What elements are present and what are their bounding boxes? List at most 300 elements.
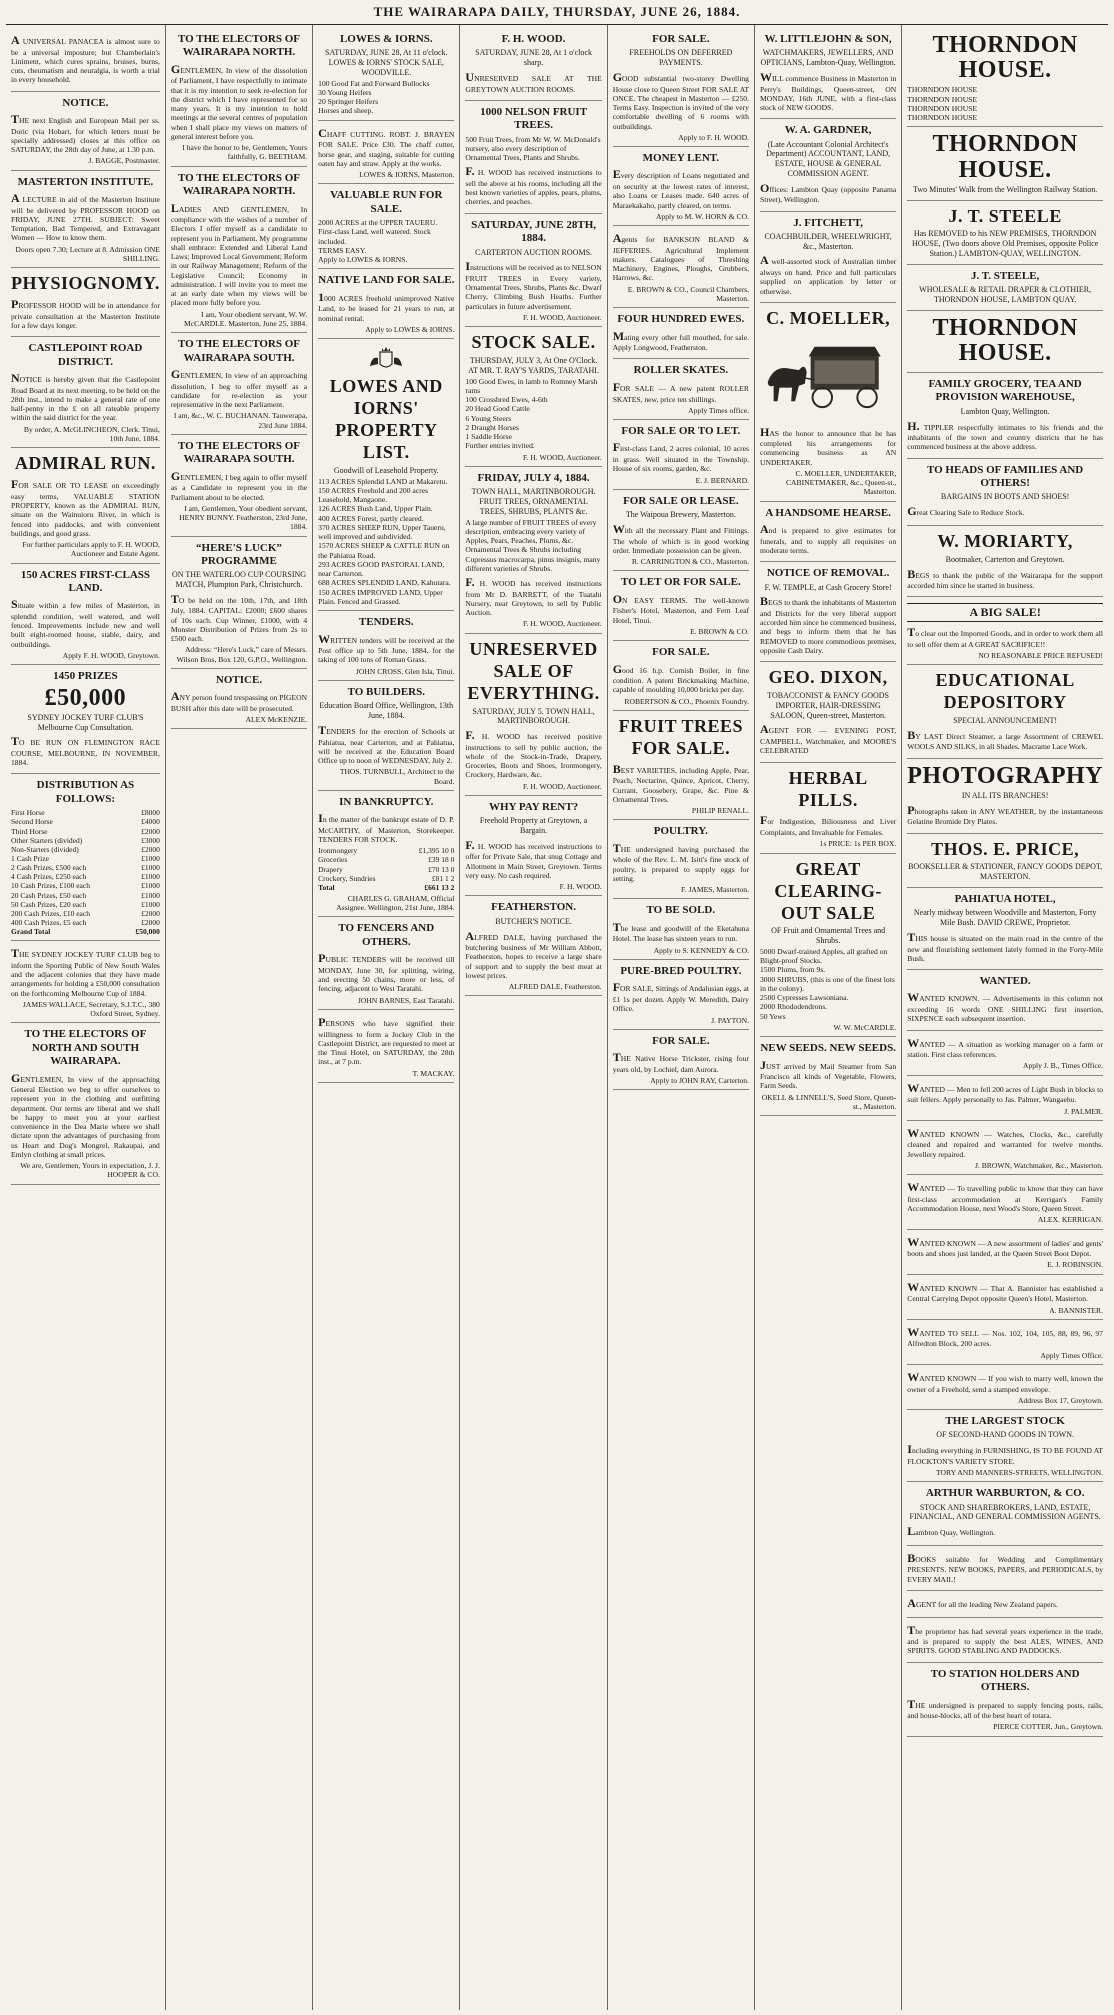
ad-subheading: (Late Accountant Colonial Architect's Department) ACCOUNTANT, LAND, ESTATE, HOUSE & GENERAL COMMISSION AGENT. bbox=[766, 139, 891, 178]
advertisement bbox=[11, 665, 160, 774]
masthead bbox=[6, 0, 1108, 25]
ad-line: 150 ACRES IMPROVED LAND, Upper Plain. Fenced and Grassed. bbox=[318, 587, 443, 606]
ad-text: THE next English and European Mail per ss. Doric (via Hobart, for which letters must be specially addressed) closes at this office on SATURDAY, the 28th day of June, at 1.30 p.m. bbox=[11, 112, 160, 155]
ad-signature: C. MOELLER, UNDERTAKER, CABINETMAKER, &c., Queen-st., Masterton. bbox=[785, 468, 897, 497]
ad-heading: J. FITCHETT, bbox=[793, 216, 864, 229]
row-label: 20 Cash Prizes, £50 each bbox=[11, 890, 87, 900]
row-label: Groceries bbox=[318, 855, 348, 865]
advertisement bbox=[613, 359, 749, 420]
ad-heading: PAHIATUA HOTEL, bbox=[954, 892, 1056, 905]
ad-line: 1500 Plums, from 9s. bbox=[759, 965, 826, 975]
ad-list-row bbox=[11, 872, 160, 881]
advertisement bbox=[11, 774, 160, 941]
ad-subheading: CARTERTON AUCTION ROOMS. bbox=[475, 247, 593, 257]
advertisement bbox=[11, 448, 160, 563]
ad-list-row bbox=[11, 836, 160, 845]
advertisement bbox=[613, 899, 749, 960]
advertisement bbox=[907, 1663, 1103, 1737]
ad-subheading: BUTCHER'S NOTICE. bbox=[495, 916, 572, 926]
ad-heading: TO THE ELECTORS OF NORTH AND SOUTH WAIRARAPA. bbox=[24, 1028, 147, 1068]
ad-text: And is prepared to give estimates for funerals, and to supply all requisites on moderate terms. bbox=[759, 522, 897, 555]
advertisement bbox=[171, 669, 307, 730]
ad-heading: “HERE'S LUCK” PROGRAMME bbox=[196, 541, 282, 567]
ad-text: ON EASY TERMS. The well-known Fisher's Hotel, Masterton, and Fern Leaf Hotel, Tinui. bbox=[612, 591, 749, 625]
row-amount: £3000 bbox=[141, 835, 160, 845]
advertisement bbox=[907, 1175, 1103, 1229]
advertisement bbox=[613, 226, 749, 308]
row-amount: £81 1 2 bbox=[431, 873, 455, 883]
advertisement bbox=[613, 711, 749, 821]
ad-text: WRITTEN tenders will be received at the Post office up to 5th June, 1884, for the taking of 100 tons of Roman Grass. bbox=[318, 631, 455, 665]
ad-text: THE undersigned having purchased the whole of the Rev. L. M. Isitt's fine stock of poultry, is prepared to supply eggs for setting. bbox=[612, 840, 749, 883]
ad-heading: A HANDSOME HEARSE. bbox=[765, 506, 891, 519]
ad-prefix: 1450 PRIZES bbox=[53, 670, 118, 683]
ad-subheading: Has REMOVED to his NEW PREMISES, THORNDON HOUSE, (Two doors above Old Premises, opposite Police Station.) LAMBTON-QUAY, WELLINGTON. bbox=[911, 229, 1099, 258]
advertisement bbox=[613, 308, 749, 359]
ad-text: WILL commence Business in Masterton in Perry's Buildings, Queen-street, ON MONDAY, 16th JUNE, with a first-class stock of NEW GOODS. bbox=[759, 69, 897, 113]
ad-heading: THORNDON HOUSE. bbox=[932, 32, 1078, 84]
row-label: Ironmongery bbox=[318, 846, 358, 856]
ad-heading: PHYSIOGNOMY. bbox=[11, 273, 160, 294]
ad-text: Instructions will be received as to NELSON FRUIT TREES in Every variety, Ornamental Trees, Shrubs, Plants &c. Dwarf Cherry, Climbing Bush Heaths. Further particulars in future advertisement. bbox=[465, 259, 602, 311]
row-label: Second Horse bbox=[11, 817, 53, 827]
advertisement bbox=[11, 171, 160, 269]
ad-subheading: Education Board Office, Wellington, 13th June, 1884. bbox=[319, 701, 454, 721]
ad-text: WANTED KNOWN — A new assortment of ladies' and gents' boots and shoes just landed, at the Queen Street Boot Depot. bbox=[907, 1234, 1103, 1259]
ad-signature: Address Box 17, Greytown. bbox=[1018, 1395, 1103, 1405]
ad-text: A UNIVERSAL PANACEA is almost sure to be a universal imposture; but Chamberlain's Liniment, which cures sprains, bruises, burns, cuts, rheumatism and neuralgia, is worth a trial in every household. bbox=[11, 33, 160, 85]
advertisement bbox=[907, 1031, 1103, 1076]
ad-heading: NOTICE. bbox=[62, 96, 109, 109]
ad-line: THORNDON HOUSE bbox=[907, 85, 978, 95]
ad-line: Apply to LOWES & IORNS. bbox=[318, 255, 408, 265]
row-amount: £1000 bbox=[141, 853, 160, 863]
ad-heading: TO HEADS OF FAMILIES AND OTHERS! bbox=[926, 463, 1084, 490]
advertisement bbox=[465, 28, 601, 101]
ad-text: ALFRED DALE, having purchased the butchering business of Mr William Abbott, Featherston, hopes to receive a large share of support and to supply the best meat at lowest prices. bbox=[465, 928, 602, 980]
advertisement bbox=[171, 537, 307, 669]
row-label: First Horse bbox=[11, 808, 45, 818]
ad-heading: MASTERTON INSTITUTE. bbox=[17, 175, 154, 188]
hearse-engraving bbox=[760, 336, 896, 416]
ad-signature: PIERCE COTTER, Jun., Greytown. bbox=[993, 1722, 1103, 1732]
advertisement bbox=[760, 28, 896, 119]
ad-text: ANY person found trespassing on PIGEON BUSH after this date will be prosecuted. bbox=[170, 689, 308, 713]
ad-text: TO be held on the 10th, 17th, and 18th July, 1884. CAPITAL: £2000; £600 shares of 10s each. Cup Winner, £1000, with 4 Monster Distribution of Prizes from 2s to £500 each. bbox=[170, 591, 308, 644]
ad-subheading: COACHBUILDER, WHEELWRIGHT, &c., Masterton. bbox=[764, 231, 892, 251]
ad-heading: TO STATION HOLDERS AND OTHERS. bbox=[930, 1667, 1080, 1694]
advertisement bbox=[11, 28, 160, 92]
ad-text: WANTED KNOWN — Watches, Clocks, &c., carefully cleaned and repaired and warranted for twelve months. Jewellery repaired. bbox=[907, 1125, 1103, 1159]
ad-heading: 150 ACRES FIRST-CLASS LAND. bbox=[20, 568, 151, 594]
ad-heading: NOTICE. bbox=[215, 673, 263, 686]
ad-line: 30 Young Heifers bbox=[318, 87, 372, 97]
row-label: Drapery bbox=[318, 864, 343, 874]
ad-text: A LECTURE in aid of the Masterton Institute will be delivered by PROFESSOR HOOD on FRIDAY, JUNE 27TH. SUBJECT: Sweet Temptation, Bad Tempered, and Extravagant Women — How to know them. bbox=[11, 191, 160, 243]
advertisement bbox=[171, 28, 307, 167]
ad-heading: TO THE ELECTORS OF WAIRARAPA SOUTH. bbox=[178, 338, 300, 364]
ad-heading: £50,000 bbox=[44, 684, 127, 711]
ad-signature: E. BROWN & CO., Council Chambers, Masterton. bbox=[627, 284, 749, 303]
ad-heading: FOR SALE. bbox=[652, 33, 710, 45]
total-amount: £50,000 bbox=[135, 927, 160, 937]
ad-line: 150 ACRES Freehold and 200 acres Leasehold, Mangaone. bbox=[318, 485, 429, 505]
ad-list-row bbox=[11, 808, 160, 817]
ad-list-row bbox=[11, 881, 160, 890]
ad-text: LADIES AND GENTLEMEN, In compliance with the wishes of a number of Electors I offer myself as a candidate to represent you in Parliament. My programme shall embrace: Extended and Liberal Land Laws; Improved Local Government; Reform in our Railway Management; Reform of the Legislative Council; Economy in administration. I will invite you to meet me at an early date when my views will be placed more fully before you. bbox=[170, 200, 308, 308]
advertisement bbox=[318, 184, 454, 269]
ad-text: NOTICE is hereby given that the Castlepoint Road Board at its next meeting, to be held on the 28th inst., intend to make a general rate of one half-penny in the £ on all rateable property within the said district for the year. bbox=[11, 371, 160, 423]
row-label: Crockery, Sundries bbox=[318, 873, 376, 883]
ad-text: FOR SALE — A new patent ROLLER SKATES, new, price ten shillings. bbox=[612, 379, 749, 404]
ad-text: Offices: Lambton Quay (opposite Panama Street), Wellington. bbox=[759, 180, 897, 205]
advertisement bbox=[613, 147, 749, 226]
ad-text: Photographs taken in ANY WEATHER, by the instantaneous Gelatine Bromide Dry Plates. bbox=[907, 802, 1103, 827]
ad-heading: FOUR HUNDRED EWES. bbox=[617, 313, 745, 326]
ad-signature: ALEX McKENZIE. bbox=[245, 715, 308, 725]
advertisement bbox=[613, 820, 749, 899]
advertisement bbox=[760, 119, 896, 211]
ad-list-row bbox=[318, 846, 454, 855]
ad-signature: F. H. WOOD, Auctioneer. bbox=[522, 312, 602, 322]
ad-text: Mating every other full mouthed, for sale. Apply Longwood, Featherston. bbox=[612, 328, 749, 353]
advertisement bbox=[465, 896, 601, 996]
ad-heading: W. MORIARTY, bbox=[937, 530, 1073, 551]
ad-lines bbox=[760, 947, 896, 1021]
ad-heading: FRIDAY, JULY 4, 1884. bbox=[477, 471, 590, 484]
ad-text: TO BE RUN ON FLEMINGTON RACE COURSE, MELBOURNE, IN NOVEMBER, 1884. bbox=[11, 734, 160, 768]
advertisement bbox=[907, 834, 1103, 888]
ad-text: F. H. WOOD has received positive instructions to sell by public auction, the whole of the Stock-in-Trade, Drapery, Groceries, Boots and Shoes, Ironmongery, Crockery, Hardware, &c. bbox=[465, 728, 602, 780]
ad-text: Lambton Quay, Wellington. bbox=[907, 1524, 996, 1539]
ad-line: 293 ACRES GOOD PASTORAL LAND, near Carterton. bbox=[318, 559, 445, 579]
ad-line: 400 ACRES Forest, partly cleared. bbox=[318, 513, 424, 523]
ad-signature: Doors open 7.30; Lecture at 8. Admission ONE SHILLING. bbox=[15, 244, 160, 263]
advertisement bbox=[907, 1618, 1103, 1663]
advertisement bbox=[465, 634, 601, 796]
page-columns bbox=[6, 25, 1108, 2010]
ad-text: Including everything in FURNISHING, IS TO BE FOUND AT FLOCKTON'S VARIETY STORE. bbox=[907, 1442, 1103, 1466]
advertisement bbox=[613, 28, 749, 147]
ad-line: 1 Saddle Horse bbox=[465, 432, 512, 442]
ad-signature: 1s PRICE: 1s PER BOX. bbox=[819, 839, 897, 849]
ad-heading: FOR SALE OR TO LET. bbox=[621, 425, 741, 437]
ad-lines bbox=[318, 79, 454, 116]
ad-heading: SATURDAY, JUNE 28TH, 1884. bbox=[471, 218, 597, 245]
advertisement bbox=[760, 662, 896, 762]
ad-heading: NOTICE OF REMOVAL. bbox=[766, 567, 890, 580]
ad-signature: Apply to JOHN RAY, Carterton. bbox=[650, 1076, 749, 1086]
row-label: 1 Cash Prize bbox=[11, 853, 49, 863]
column-5 bbox=[608, 25, 755, 2010]
row-amount: £1,395 10 0 bbox=[418, 846, 455, 856]
ad-total-row bbox=[318, 883, 454, 892]
ad-lines bbox=[465, 135, 601, 163]
advertisement bbox=[760, 763, 896, 854]
ad-signature: I am, &c., W. C. BUCHANAN. Tauwerapa, 23rd June 1884. bbox=[173, 411, 308, 430]
ad-subheading: SATURDAY, JULY 5. TOWN HALL, MARTINBOROUGH. bbox=[472, 706, 595, 726]
row-amount: £39 18 0 bbox=[428, 855, 455, 865]
ad-heading: PURE-BRED POULTRY. bbox=[620, 964, 742, 977]
ad-signature: NO REASONABLE PRICE REFUSED! bbox=[978, 650, 1103, 660]
ad-heading: GREAT CLEARING-OUT SALE bbox=[774, 858, 882, 923]
ad-subheading: STOCK AND SHAREBROKERS, LAND, ESTATE, FINANCIAL, AND GENERAL COMMISSION AGENTS. bbox=[909, 1502, 1101, 1522]
ad-heading: TO LET OR FOR SALE. bbox=[620, 576, 741, 589]
ad-text: FOR SALE, Sittings of Andalusian eggs, at £1 1s per dozen. Apply W. Meredith, Dairy Office. bbox=[612, 980, 749, 1014]
ad-signature: Address: “Here's Luck,” care of Messrs. Wilson Bros, Box 120, G.P.O., Wellington. bbox=[176, 645, 308, 664]
ad-heading: ARTHUR WARBURTON, & CO. bbox=[925, 1487, 1085, 1500]
ad-signature: ROBERTSON & CO., Phoenix Foundry. bbox=[624, 696, 749, 706]
ad-text: Agents for BANKSON BLAND & JEFFERIES. Agricultural Implement makers. Catalogues of Threshing Machinery, Engines, Ploughs, Grubbers, Harrows, &c. bbox=[612, 231, 749, 283]
row-amount: £70 13 0 bbox=[428, 864, 455, 874]
advertisement bbox=[760, 1037, 896, 1116]
advertisement bbox=[465, 467, 601, 634]
ad-heading: TO BUILDERS. bbox=[347, 685, 425, 698]
advertisement bbox=[907, 759, 1103, 834]
ad-signature: Apply to F. H. WOOD. bbox=[678, 132, 749, 142]
ad-text: THIS house is situated on the main road in the centre of the new and flourishing settlement lately formed in the Forty-Mile Bush. bbox=[907, 929, 1103, 963]
ad-heading: FOR SALE. bbox=[652, 1034, 710, 1047]
ad-signature: R. CARRINGTON & CO., Masterton. bbox=[631, 557, 749, 567]
ad-text: First-class Land, 2 acres colonial, 10 acres in grass. Well situated in the Township. House of six rooms, garden, &c. bbox=[612, 440, 749, 474]
ad-text: BY LAST Direct Steamer, a large Assortment of CREWEL WOOLS AND SILKS, in all Shades. Macrame Lace Work. bbox=[907, 727, 1103, 752]
ad-signature: JOHN BARNES, East Taratahi. bbox=[357, 995, 455, 1005]
ad-list-row bbox=[11, 900, 160, 909]
ad-lines bbox=[318, 477, 454, 607]
ad-subheading: FREEHOLDS ON DEFERRED PAYMENTS. bbox=[629, 48, 733, 68]
column-1 bbox=[6, 25, 166, 2010]
advertisement bbox=[907, 1275, 1103, 1320]
ad-subheading: SPECIAL ANNOUNCEMENT! bbox=[953, 716, 1058, 726]
advertisement bbox=[318, 681, 454, 791]
advertisement bbox=[907, 311, 1103, 373]
ad-subheading: Lambton Quay, Wellington. bbox=[960, 406, 1050, 416]
ad-subheading: OF Fruit and Ornamental Trees and Shrubs. bbox=[771, 926, 886, 946]
advertisement bbox=[907, 1591, 1103, 1618]
advertisement bbox=[907, 28, 1103, 127]
ad-text: WANTED KNOWN. — Advertisements in this column not exceeding 16 words ONE SHILLING first insertion, SIXPENCE each subsequent insertion. bbox=[907, 990, 1103, 1024]
column-7 bbox=[902, 25, 1108, 2010]
ad-line: 126 ACRES Bush Land, Upper Plain. bbox=[318, 504, 433, 514]
ad-signature: TORY AND MANNERS-STREETS, WELLINGTON. bbox=[936, 1468, 1103, 1478]
ad-line: TERMS EASY. bbox=[318, 245, 367, 255]
ad-text: The proprietor has had several years experience in the trade, and is prepared to supply the best ALES, WINES, AND SPIRITS. GOOD STABLING AND PADDOCKS. bbox=[907, 1622, 1103, 1656]
ad-heading: TO FENCERS AND OTHERS. bbox=[338, 922, 435, 948]
ad-text: F. H. WOOD has received instructions from Mr D. BARRETT, of the Tuatahi Nursery, near Greytown, to sell by Public Auction. bbox=[465, 575, 602, 618]
ad-text: THE SYDNEY JOCKEY TURF CLUB beg to inform the Sporting Public of New South Wales and the adjacent colonies that they have made arrangements for holding a £50,000 consultation on the forthcoming Melbourne Cup of 1884. bbox=[11, 946, 160, 998]
ad-list-row bbox=[318, 855, 454, 864]
advertisement bbox=[613, 1030, 749, 1091]
advertisement bbox=[465, 796, 601, 897]
ad-text: TENDERS for the erection of Schools at Pahiatua, near Carterton, and at Pahiatua, will be received at the Education Board Office up to noon of WEDNESDAY, July 2. bbox=[318, 722, 455, 765]
ad-line: 2000 Rhododendrons. bbox=[759, 1002, 828, 1012]
ad-subheading: Bootmaker, Carterton and Greytown. bbox=[945, 554, 1065, 564]
ad-text: WANTED KNOWN — That A. Bannister has established a Central Carrying Depot opposite Queen's Hotel, Masterton. bbox=[907, 1279, 1103, 1304]
ad-signature: Apply J. B., Times Office. bbox=[1022, 1061, 1103, 1071]
ad-heading: J. T. STEELE bbox=[948, 205, 1062, 226]
advertisement bbox=[11, 337, 160, 448]
row-label: 50 Cash Prizes, £20 each bbox=[11, 899, 87, 909]
ad-text: GENTLEMEN, I beg again to offer myself as a Candidate to represent you in the Parliament about to be elected. bbox=[170, 468, 308, 502]
ad-list-row bbox=[318, 865, 454, 874]
ad-subheading: WATCHMAKERS, JEWELLERS, AND OPTICIANS, Lambton-Quay, Wellington. bbox=[760, 48, 896, 68]
ad-line: A large number of FRUIT TREES of every description, embracing every variety of Apples, Pears, Peaches, Plums, &c. bbox=[465, 517, 597, 546]
row-label: 4 Cash Prizes, £250 each bbox=[11, 872, 87, 882]
row-amount: £2000 bbox=[141, 826, 160, 836]
advertisement bbox=[760, 502, 896, 563]
ad-list-row bbox=[11, 918, 160, 927]
ad-heading: F. H. WOOD. bbox=[501, 33, 566, 45]
advertisement bbox=[907, 1320, 1103, 1365]
ad-line: 688 ACRES SPLENDID LAND, Kahutara. bbox=[318, 578, 451, 588]
total-label: Total bbox=[318, 882, 335, 892]
ad-banner: A BIG SALE! bbox=[907, 603, 1103, 622]
ad-text: 1000 ACRES freehold unimproved Native Land, to be leased for 21 years to run, at nominal rental. bbox=[318, 289, 455, 323]
ad-subheading: Two Minutes' Walk from the Wellington Railway Station. bbox=[913, 184, 1098, 194]
ad-text: HAS the honor to announce that he has completed his arrangements for commencing business as AN UNDERTAKER. bbox=[759, 424, 897, 467]
ad-heading: EDUCATIONAL DEPOSITORY bbox=[935, 670, 1075, 713]
ad-subheading: BARGAINS IN BOOTS AND SHOES! bbox=[940, 492, 1070, 502]
ad-subheading: Goodwill of Leasehold Property. bbox=[333, 465, 439, 475]
ad-signature: Apply to S. KENNEDY & CO. bbox=[653, 945, 749, 955]
advertisement bbox=[613, 490, 749, 572]
ad-subheading: THURSDAY, JULY 3, At One O'Clock. AT MR. T. RAY'S YARDS, TARATAHI. bbox=[468, 356, 599, 375]
ad-signature: PHILIP RENALL. bbox=[691, 806, 749, 816]
ad-heading: MONEY LENT. bbox=[642, 152, 720, 165]
ad-subheading: TOBACCONIST & FANCY GOODS IMPORTER, HAIR-DRESSING SALOON, Queen-street, Masterton. bbox=[767, 691, 889, 720]
advertisement bbox=[907, 970, 1103, 1031]
ad-line: 20 Springer Heifers bbox=[318, 97, 379, 107]
ad-signature: OKELL & LINNELL'S, Seed Store, Queen-st., Masterton. bbox=[761, 1092, 897, 1111]
ad-line: 5000 Dwarf-trained Apples, all grafted on Blight-proof Stocks. bbox=[759, 946, 888, 966]
advertisement bbox=[613, 960, 749, 1030]
row-label: 400 Cash Prizes, £5 each bbox=[11, 917, 87, 927]
ad-text: In the matter of the bankrupt estate of D. P. McCARTHY, of Masterton, Storekeeper. TENDERS FOR STOCK. bbox=[318, 811, 455, 845]
column-3 bbox=[313, 25, 460, 2010]
total-amount: £661 13 2 bbox=[424, 882, 455, 892]
advertisement bbox=[907, 1410, 1103, 1482]
advertisement bbox=[318, 791, 454, 918]
advertisement bbox=[318, 339, 454, 611]
ad-text: GOOD substantial two-storey Dwelling House close to Queen Street FOR SALE AT ONCE. The cheapest in Masterton — £250. Terms Easy. Inspection is invited of the very comfortable dwelling of 6 rooms with outbuildings. bbox=[612, 69, 749, 131]
ad-text: Good 16 h.p. Cornish Boiler, in fine condition. A patent Brickmaking Machine, capable of moulding 10,000 bricks per day. bbox=[612, 661, 749, 695]
ad-line: 500 Fruit Trees, from Mr W. W. McDonald's nursery, also every description of Ornamental Trees, Plants and Shrubs. bbox=[465, 134, 601, 163]
ad-subheading: SATURDAY, JUNE 28, At 11 o'clock. LOWES & IORNS' STOCK SALE, WOODVILLE. bbox=[325, 48, 448, 77]
ad-subheading: F. W. TEMPLE, at Cash Grocery Store! bbox=[764, 582, 892, 592]
ad-heading: POULTRY. bbox=[653, 825, 708, 838]
ad-text: H. TIPPLER respectfully intimates to his friends and the inhabitants of the town and country districts that he has commenced business at the above address. bbox=[907, 418, 1103, 452]
advertisement bbox=[907, 665, 1103, 759]
ad-signature: J. BROWN, Watchmaker, &c., Masterton. bbox=[974, 1160, 1103, 1170]
advertisement bbox=[318, 269, 454, 339]
ad-text: WANTED TO SELL — Nos. 102, 104, 105, 88, 89, 96, 97 Alfredton Block, 200 acres. bbox=[907, 1324, 1103, 1349]
ad-signature: F. H. WOOD, Auctioneer. bbox=[522, 781, 602, 791]
ad-heading: FAMILY GROCERY, TEA AND PROVISION WAREHOUSE, bbox=[928, 377, 1082, 404]
ad-signature: E. J. ROBINSON. bbox=[1047, 1260, 1103, 1270]
ad-heading: W. LITTLEJOHN & SON, bbox=[764, 33, 892, 45]
advertisement bbox=[907, 265, 1103, 311]
ad-text: Great Clearing Sale to Reduce Stock. bbox=[907, 504, 1025, 519]
ad-list-row bbox=[11, 891, 160, 900]
ad-line: 6 Young Steers bbox=[465, 413, 512, 423]
ad-heading: J. T. STEELE, bbox=[970, 269, 1040, 282]
ad-lines bbox=[318, 218, 454, 264]
ad-line: 113 ACRES Splendid LAND at Makaretu. bbox=[318, 476, 448, 486]
ad-signature: J. PALMER. bbox=[1064, 1106, 1103, 1116]
ad-text: JUST arrived by Mail Steamer from San Francisco all kinds of Vegetable, Flowers, Farm Seeds. bbox=[759, 1057, 897, 1091]
row-amount: £8000 bbox=[141, 808, 160, 818]
ad-line: 2 Draught Horses bbox=[465, 422, 519, 432]
newspaper-title: THE WAIRARAPA DAILY, THURSDAY, JUNE 26, 1884. bbox=[373, 4, 741, 19]
ad-heading: DISTRIBUTION AS FOLLOWS: bbox=[36, 779, 135, 805]
ad-text: CHAFF CUTTING. ROBT. J. BRAYEN FOR SALE. Price £30. The chaff cutter, horse gear, and staging, suitable for cutting oaten hay and straw. Apply at the works. bbox=[318, 125, 455, 168]
ad-heading: LOWES & IORNS. bbox=[339, 33, 433, 45]
row-amount: £2000 bbox=[141, 908, 160, 918]
ad-text: With all the necessary Plant and Fittings. The whole of which is in good working order. Immediate possession can be given. bbox=[612, 521, 749, 555]
ad-signature: THOS. TURNBULL, Architect to the Board. bbox=[339, 767, 455, 786]
advertisement bbox=[907, 373, 1103, 459]
ad-heading: NATIVE LAND FOR SALE. bbox=[318, 274, 455, 287]
ad-line: THORNDON HOUSE bbox=[907, 94, 978, 104]
ad-signature: F. H. WOOD, Auctioneer. bbox=[522, 452, 602, 462]
ad-list-row bbox=[11, 863, 160, 872]
advertisement bbox=[171, 167, 307, 333]
ad-heading: FOR SALE. bbox=[652, 646, 710, 659]
ad-heading: STOCK SALE. bbox=[471, 332, 596, 353]
ad-signature: Apply F. H. WOOD, Greytown. bbox=[62, 650, 160, 660]
ad-heading: W. A. GARDNER, bbox=[784, 124, 872, 137]
ad-heading: NEW SEEDS. NEW SEEDS. bbox=[760, 1042, 896, 1055]
ad-heading: IN BANKRUPTCY. bbox=[339, 795, 434, 808]
ad-line: 100 Good Fat and Forward Bullocks bbox=[318, 78, 430, 88]
ad-heading: TO THE ELECTORS OF WAIRARAPA NORTH. bbox=[178, 33, 300, 59]
advertisement bbox=[11, 1023, 160, 1184]
ad-lines bbox=[907, 85, 1103, 122]
advertisement bbox=[760, 562, 896, 662]
column-6 bbox=[755, 25, 902, 2010]
ad-heading: WHY PAY RENT? bbox=[489, 800, 579, 813]
ad-text: Every description of Loans negotiated and on security at the lowest rates of interest, also Loans or Leases made. 640 acres of Maraekakaho, partly cleared, on terms. bbox=[612, 167, 749, 210]
row-amount: £2000 bbox=[141, 844, 160, 854]
ad-heading: FRUIT TREES FOR SALE. bbox=[618, 715, 744, 758]
ad-line: 100 Good Ewes, in lamb to Romney Marsh rams bbox=[465, 376, 598, 395]
advertisement bbox=[907, 1365, 1103, 1410]
ad-line: 50 Yews bbox=[759, 1011, 786, 1021]
ad-subheading: The Waipoua Brewery, Masterton. bbox=[625, 510, 736, 520]
row-amount: £1000 bbox=[141, 890, 160, 900]
row-amount: £1000 bbox=[141, 881, 160, 891]
ad-heading: GEO. DIXON, bbox=[768, 667, 888, 688]
ad-list-row bbox=[11, 909, 160, 918]
advertisement bbox=[318, 917, 454, 1009]
ad-signature: J. PAYTON. bbox=[711, 1015, 749, 1025]
ad-subheading: IN ALL ITS BRANCHES! bbox=[961, 790, 1049, 800]
advertisement bbox=[465, 327, 601, 467]
ad-heading: C. MOELLER, bbox=[766, 307, 891, 328]
advertisement bbox=[907, 888, 1103, 970]
advertisement bbox=[171, 435, 307, 537]
ad-heading: CASTLEPOINT ROAD DISTRICT. bbox=[28, 342, 143, 368]
advertisement bbox=[465, 214, 601, 327]
ad-lines bbox=[465, 377, 601, 451]
ad-text: To clear out the Imported Goods, and in order to work them all to sell offer them at A GREAT SACRIFICE!! bbox=[907, 625, 1103, 649]
ad-heading: FEATHERSTON. bbox=[491, 901, 576, 914]
ad-text: AGENT FOR — EVENING POST, CAMPBELL, Watchmaker, and MOORE'S CELEBRATED bbox=[759, 722, 897, 756]
ad-list-row bbox=[11, 827, 160, 836]
ad-subheading: TOWN HALL, MARTINBOROUGH. FRUIT TREES, ORNAMENTAL TREES, SHRUBS, PLANTS &c. bbox=[471, 487, 596, 516]
ad-text: F. H. WOOD has received instructions to sell the above at his rooms, including all the best known varieties of apples, pears, plums, cherries, and peaches. bbox=[465, 164, 602, 207]
ad-signature: ALEX. KERRIGAN. bbox=[1037, 1215, 1103, 1225]
